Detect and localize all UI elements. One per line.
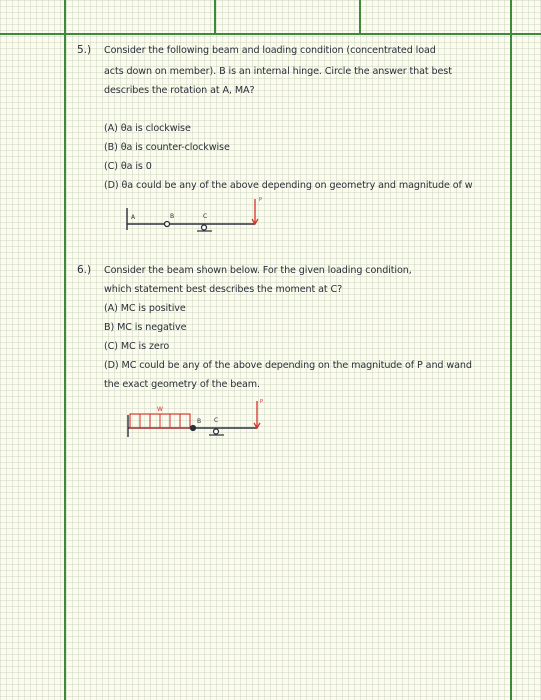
label-a: A	[131, 214, 136, 221]
question-number: 5.)	[77, 44, 92, 56]
answer-option-b[interactable]: (B) θa is counter-clockwise	[104, 142, 230, 153]
label-c: C	[214, 417, 219, 424]
roller-support-c	[214, 429, 219, 434]
answer-option-c[interactable]: (C) MC is zero	[104, 341, 170, 352]
internal-hinge-b	[191, 426, 196, 431]
label-p: P	[260, 399, 264, 405]
prompt-line: Consider the following beam and loading condition (concentrated load	[104, 45, 436, 56]
answer-option-d[interactable]: (D) MC could be any of the above depending on the magnitude of P and wand	[104, 360, 472, 371]
label-b: B	[170, 213, 175, 220]
prompt-line: Consider the beam shown below. For the given loading condition,	[104, 265, 412, 276]
label-b: B	[197, 418, 202, 425]
answer-option-d-continued: the exact geometry of the beam.	[104, 379, 260, 390]
prompt-line: which statement best describes the moment at C?	[104, 284, 343, 295]
question-number: 6.)	[77, 264, 92, 276]
prompt-line: acts down on member). B is an internal hinge. Circle the answer that best	[104, 66, 452, 77]
answer-option-a[interactable]: (A) θa is clockwise	[104, 123, 191, 134]
label-p: P	[259, 197, 263, 203]
answer-option-d[interactable]: (D) θa could be any of the above depending on geometry and magnitude of w	[104, 180, 473, 191]
answer-option-c[interactable]: (C) θa is 0	[104, 161, 152, 172]
answer-option-a[interactable]: (A) MC is positive	[104, 303, 186, 314]
label-w: W	[157, 406, 163, 413]
label-c: C	[203, 213, 208, 220]
answer-option-b[interactable]: B) MC is negative	[104, 322, 187, 333]
prompt-line: describes the rotation at A, MA?	[104, 85, 255, 96]
